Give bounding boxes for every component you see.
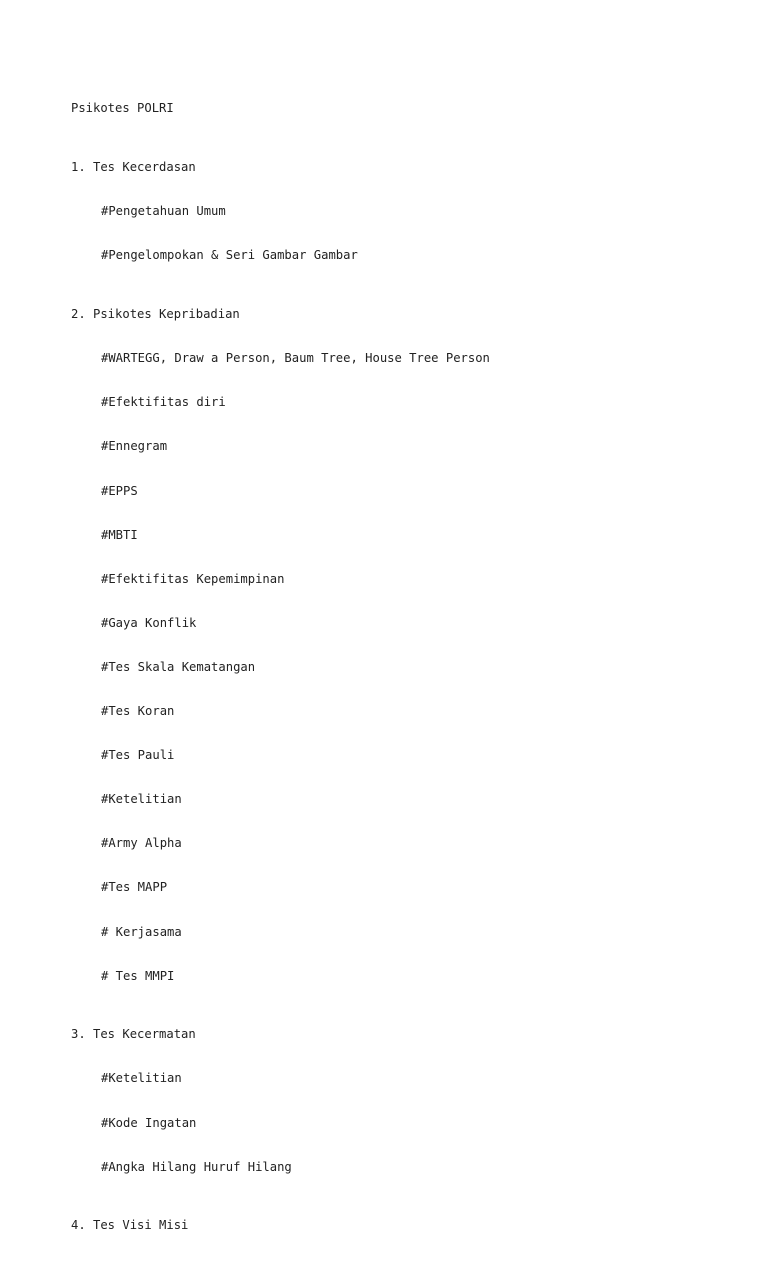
list-item: #Army Alpha	[101, 836, 182, 851]
list-item: #Pengelompokan & Seri Gambar Gambar	[101, 248, 358, 263]
list-item: #MBTI	[101, 527, 138, 542]
list-item: #Ennegram	[101, 439, 168, 454]
list-item: #WARTEGG, Draw a Person, Baum Tree, House Tree Person	[101, 351, 490, 366]
section-heading-1: 1. Tes Kecerdasan	[71, 160, 196, 175]
list-item: #Ketelitian	[101, 792, 182, 807]
list-item: #Ketelitian	[101, 1071, 182, 1086]
list-item: #Efektifitas Kepemimpinan	[101, 571, 285, 586]
list-item: #Pengetahuan Umum	[101, 204, 226, 219]
section-heading-4: 4. Tes Visi Misi	[71, 1218, 189, 1233]
list-item: #Tes Pauli	[101, 748, 175, 763]
list-item: #Kode Ingatan	[101, 1115, 197, 1130]
list-item: #Tes MAPP	[101, 880, 168, 895]
section-heading-2: 2. Psikotes Kepribadian	[71, 307, 240, 322]
section-heading-3: 3. Tes Kecermatan	[71, 1027, 196, 1042]
list-item: #Gaya Konflik	[101, 615, 197, 630]
document-body	[71, 72, 490, 1263]
list-item: # Tes MMPI	[101, 968, 175, 983]
list-item: # Kerjasama	[101, 924, 182, 939]
document-title: Psikotes POLRI	[71, 101, 174, 116]
list-item: #Efektifitas diri	[101, 395, 226, 410]
list-item: #Tes Skala Kematangan	[101, 659, 256, 674]
list-item: #Tes Koran	[101, 704, 175, 719]
list-item: #EPPS	[101, 483, 138, 498]
list-item: #Angka Hilang Huruf Hilang	[101, 1159, 292, 1174]
